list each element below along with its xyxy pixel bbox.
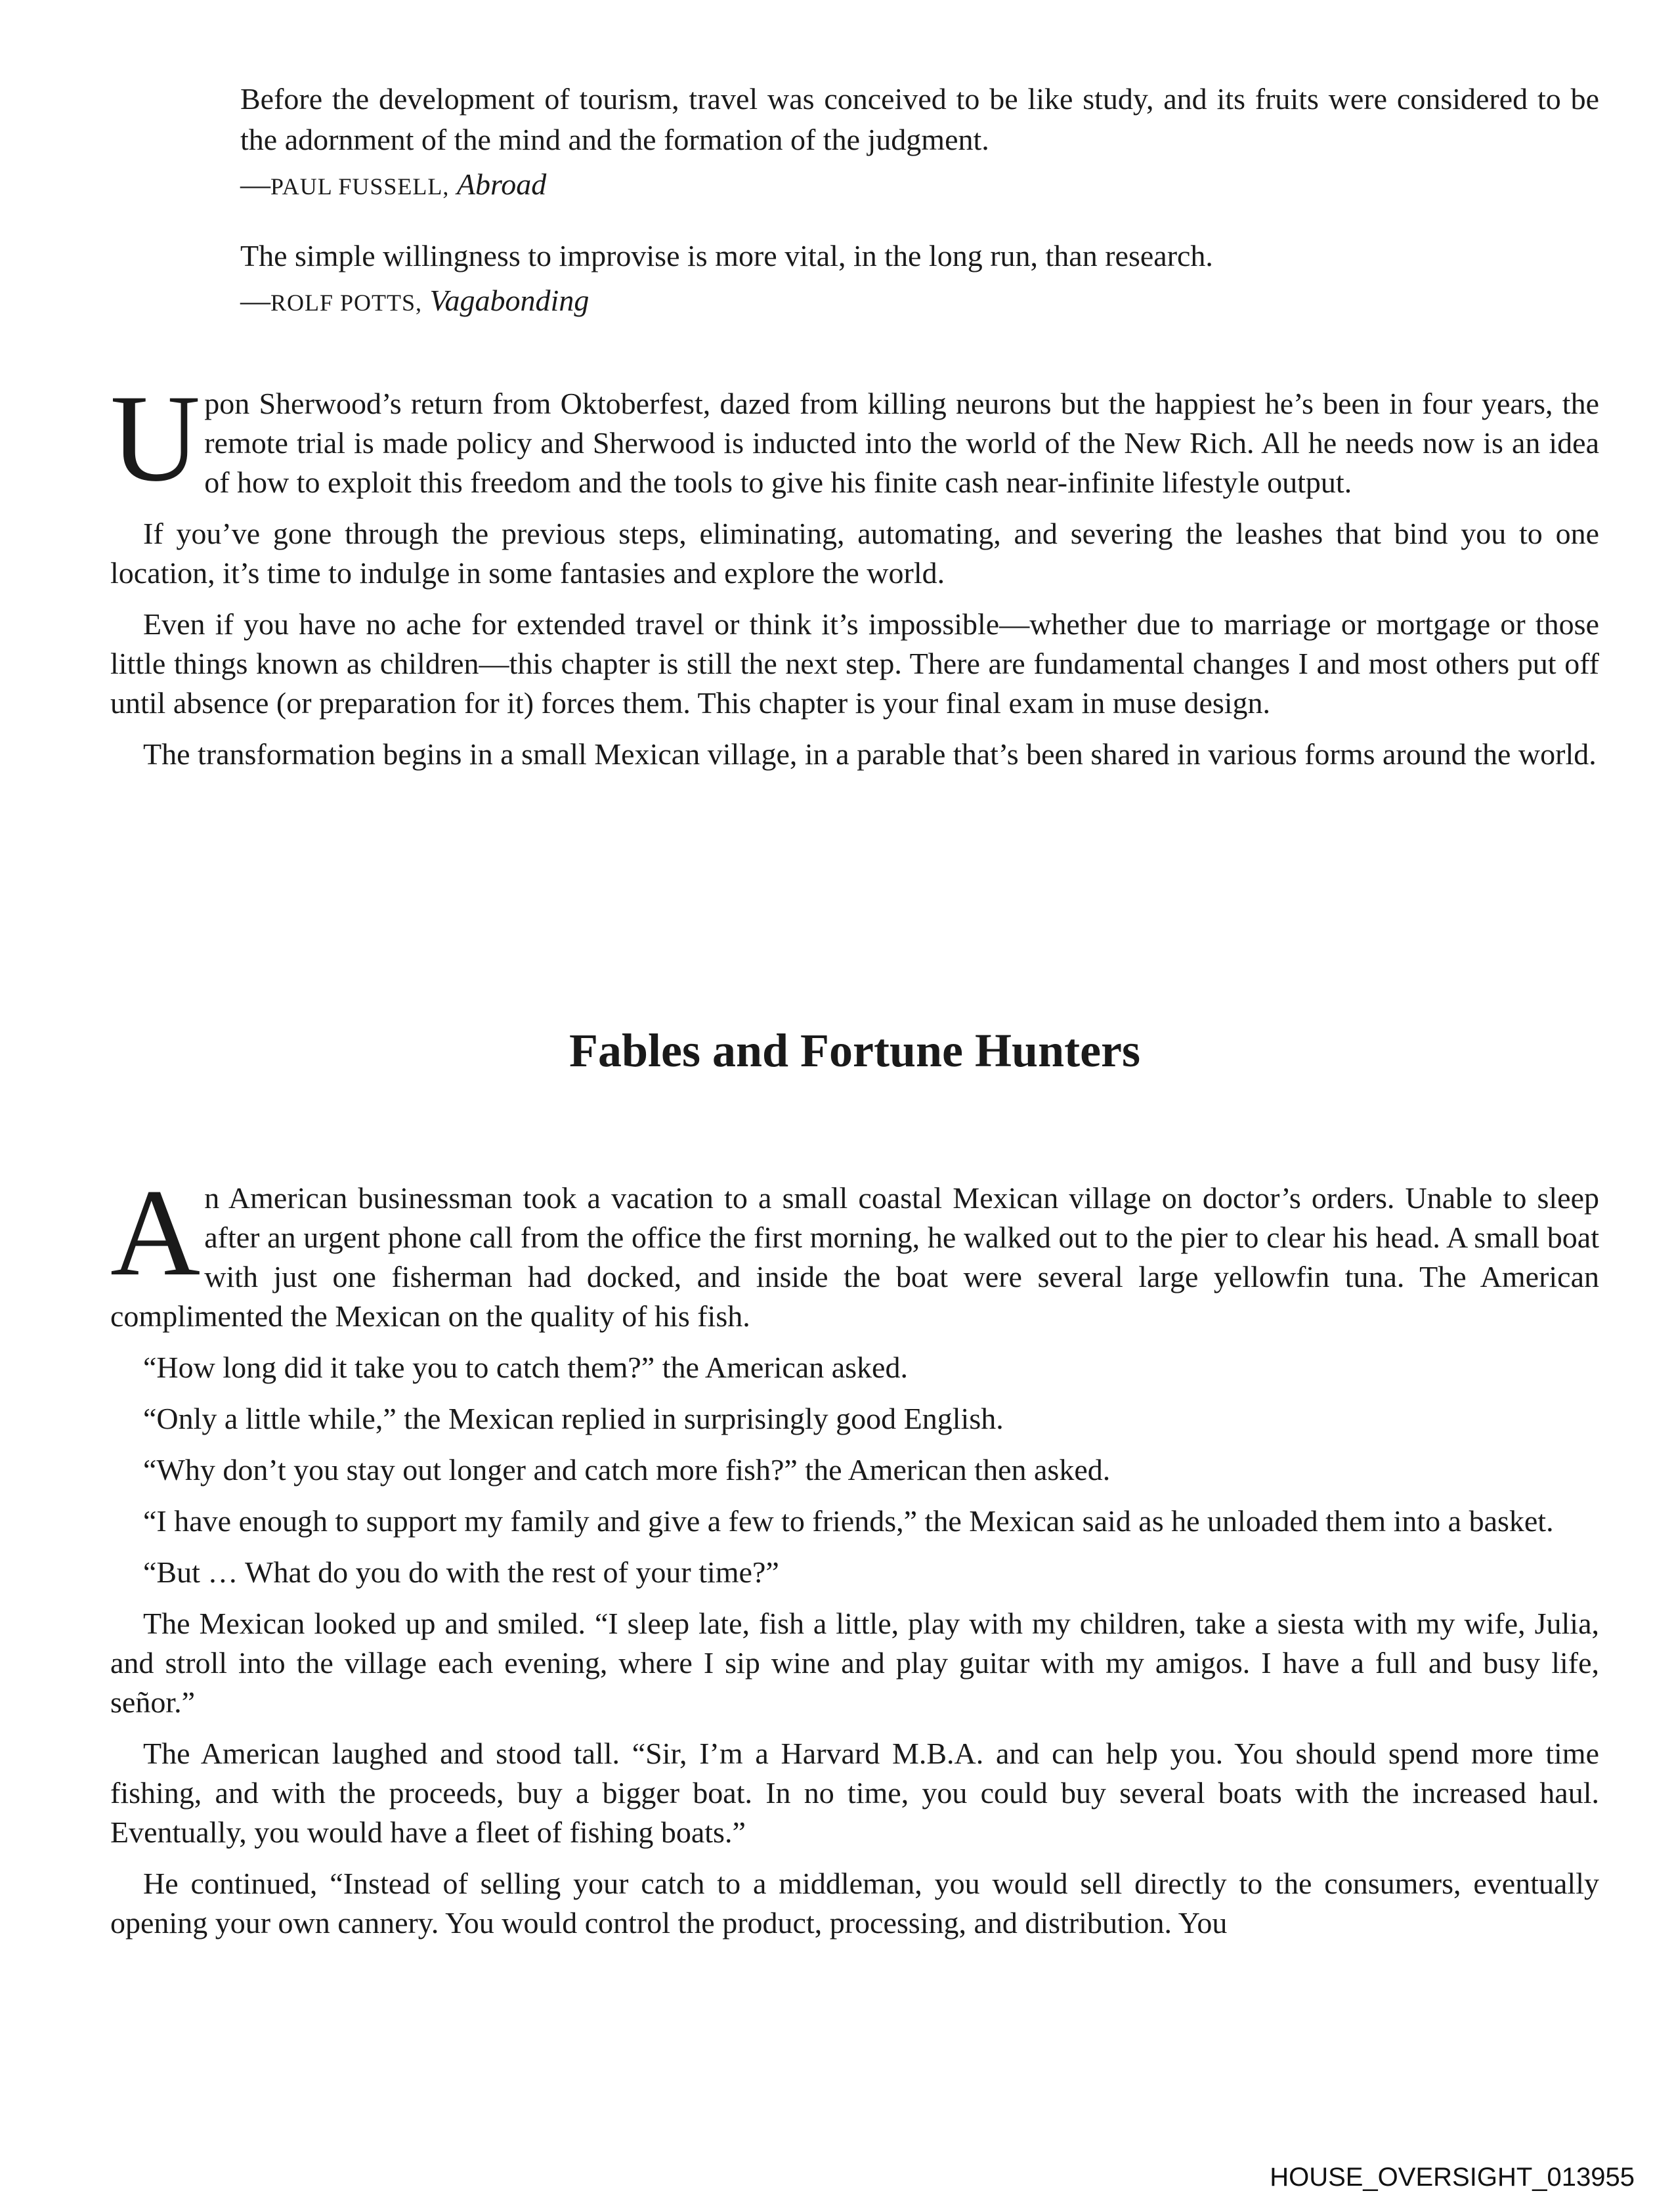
epigraph-quote: Before the development of tourism, travel was conceived to be like study, and its fruits were considered to be the adornment of the mind and the formation of the judgment. <box>240 82 1599 156</box>
epigraph-author: ROLF POTTS, <box>270 290 423 316</box>
fable-section <box>110 1164 1599 1955</box>
drop-cap: A <box>110 1164 201 1302</box>
epigraph-work: Abroad <box>456 167 547 201</box>
fable-paragraph: “How long did it take you to catch them?” the American asked. <box>143 1351 908 1384</box>
bates-number: HOUSE_OVERSIGHT_013955 <box>1270 2163 1635 2192</box>
drop-cap: U <box>110 370 201 508</box>
epigraph-attribution <box>240 164 1599 207</box>
fable-paragraph: “But … What do you do with the rest of your time?” <box>143 1555 779 1589</box>
intro-paragraph <box>110 370 1599 508</box>
epigraph-quote: The simple willingness to improvise is more vital, in the long run, than research. <box>240 239 1213 272</box>
epigraph-dash: — <box>240 284 270 317</box>
fable-paragraph <box>110 1164 1599 1336</box>
paragraph-text: n American businessman took a vacation to a small coastal Mexican village on doctor’s orders. Unable to sleep after an urgent phone call from the office the first morning, he walked out to the pier to clear his head. A small boat with just one fisherman had docked, and inside the boat were several large yellowfin tuna. The American complimented the Mexican on the quality of his fish. <box>110 1181 1599 1333</box>
fable-paragraph: He continued, “Instead of selling your catch to a middleman, you would sell directly to the consumers, eventually opening your own cannery. You would control the product, processing, and distribution. You <box>110 1867 1599 1940</box>
epigraphs <box>240 79 1599 352</box>
epigraph-work: Vagabonding <box>429 284 590 317</box>
fable-paragraph: The American laughed and stood tall. “Sir, I’m a Harvard M.B.A. and can help you. You should spend more time fishing, and with the proceeds, buy a bigger boat. In no time, you could buy several boats with the increased haul. Eventually, you would have a fleet of fishing boats.” <box>110 1737 1599 1849</box>
fable-paragraph: “Why don’t you stay out longer and catch more fish?” the American then asked. <box>143 1453 1111 1486</box>
intro-paragraph: Even if you have no ache for extended travel or think it’s impossible—whether due to marriage or mortgage or those little things known as children—this chapter is still the next step. There are fundamental changes I and most others put off until absence (or preparation for it) forces them. This chapter is your final exam in muse design. <box>110 607 1599 720</box>
fable-paragraph: The Mexican looked up and smiled. “I sleep late, fish a little, play with my children, take a siesta with my wife, Julia, and stroll into the village each evening, where I sip wine and play guitar with my amigos. I have a full and busy life, señor.” <box>110 1607 1599 1719</box>
epigraph-attribution <box>240 280 1599 323</box>
fable-paragraph: “I have enough to support my family and give a few to friends,” the Mexican said as he unloaded them into a basket. <box>143 1504 1554 1538</box>
intro-paragraph: The transformation begins in a small Mexican village, in a parable that’s been shared in various forms around the world. <box>143 737 1597 771</box>
epigraph-1 <box>240 79 1599 207</box>
epigraph-author: PAUL FUSSELL, <box>270 173 450 200</box>
epigraph-2 <box>240 236 1599 323</box>
intro-paragraph: If you’ve gone through the previous steps, eliminating, automating, and severing the leashes that bind you to one location, it’s time to indulge in some fantasies and explore the world. <box>110 517 1599 590</box>
intro-section <box>110 370 1599 786</box>
paragraph-text: pon Sherwood’s return from Oktoberfest, dazed from killing neurons but the happiest he’s been in four years, the remote trial is made policy and Sherwood is inducted into the world of the New Rich. All he needs now is an idea of how to exploit this freedom and the tools to give his finite cash near-infinite lifestyle output. <box>204 387 1599 499</box>
section-heading: Fables and Fortune Hunters <box>569 1024 1141 1077</box>
fable-paragraph: “Only a little while,” the Mexican replied in surprisingly good English. <box>143 1402 1004 1435</box>
epigraph-dash: — <box>240 167 270 201</box>
